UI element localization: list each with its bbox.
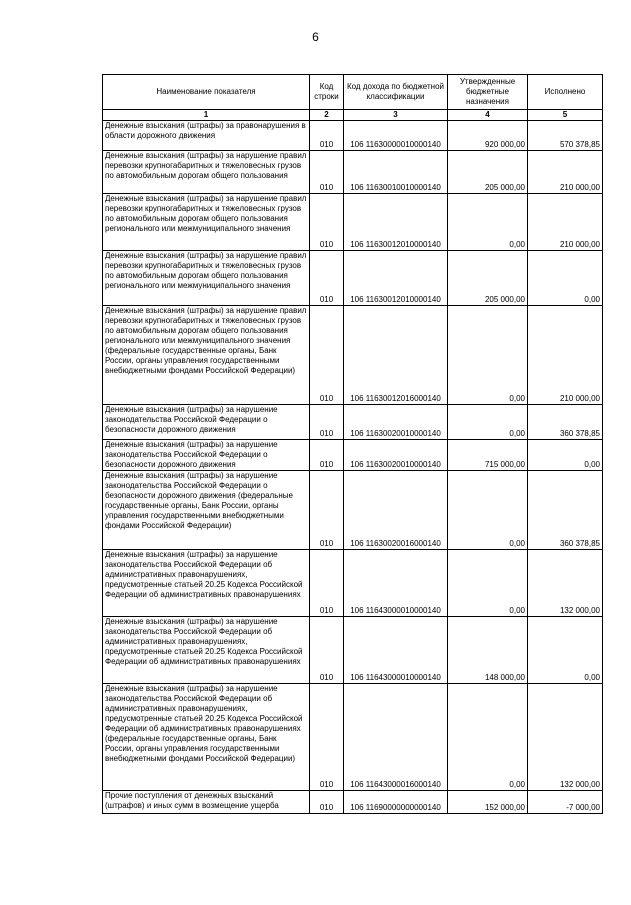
row-code: 010 xyxy=(310,405,344,440)
column-numbers-row xyxy=(103,110,603,121)
row-name: Денежные взыскания (штрафы) за нарушение законодательства Российской Федерации об административных правонарушениях, предусмотренные статьей 20.25 Кодекса Российской Федерации об административных правонарушениях xyxy=(103,550,310,617)
table-row xyxy=(103,194,603,251)
row-name: Денежные взыскания (штрафы) за нарушение законодательства Российской Федерации об административных правонарушениях, предусмотренные статьей 20.25 Кодекса Российской Федерации об административных правонарушениях (федеральные государственные органы, Банк России, органы управления государственными внебюджетными фондами Российской Федерации) xyxy=(103,684,310,791)
row-approved: 0,00 xyxy=(448,306,528,405)
table-row xyxy=(103,440,603,471)
table-row xyxy=(103,791,603,814)
row-approved: 205 000,00 xyxy=(448,251,528,306)
row-kbk: 106 11643000010000140 xyxy=(344,617,448,684)
row-name: Прочие поступления от денежных взысканий (штрафов) и иных сумм в возмещение ущерба xyxy=(103,791,310,814)
row-name: Денежные взыскания (штрафы) за нарушение законодательства Российской Федерации об административных правонарушениях, предусмотренные статьей 20.25 Кодекса Российской Федерации об административных правонарушениях xyxy=(103,617,310,684)
row-code: 010 xyxy=(310,617,344,684)
row-code: 010 xyxy=(310,151,344,194)
row-kbk: 106 11630012016000140 xyxy=(344,306,448,405)
table-row xyxy=(103,306,603,405)
row-approved: 715 000,00 xyxy=(448,440,528,471)
row-code: 010 xyxy=(310,471,344,550)
row-kbk: 106 11630000010000140 xyxy=(344,121,448,151)
row-executed: -7 000,00 xyxy=(528,791,603,814)
table-row xyxy=(103,121,603,151)
row-code: 010 xyxy=(310,251,344,306)
row-approved: 148 000,00 xyxy=(448,617,528,684)
table-row xyxy=(103,684,603,791)
header-approved: Утвержденные бюджетные назначения xyxy=(448,75,528,110)
header-executed: Исполнено xyxy=(528,75,603,110)
row-name: Денежные взыскания (штрафы) за нарушение правил перевозки крупногабаритных и тяжеловесных грузов по автомобильным дорогам общего пользования регионального или межмуниципального значения xyxy=(103,194,310,251)
row-approved: 0,00 xyxy=(448,194,528,251)
row-executed: 0,00 xyxy=(528,617,603,684)
row-code: 010 xyxy=(310,306,344,405)
row-approved: 205 000,00 xyxy=(448,151,528,194)
row-kbk: 106 11630020010000140 xyxy=(344,405,448,440)
header-code: Код строки xyxy=(310,75,344,110)
row-code: 010 xyxy=(310,440,344,471)
row-kbk: 106 11690000000000140 xyxy=(344,791,448,814)
row-code: 010 xyxy=(310,791,344,814)
table-header-row xyxy=(103,75,603,110)
row-name: Денежные взыскания (штрафы) за нарушение правил перевозки крупногабаритных и тяжеловесных грузов по автомобильным дорогам общего пользования регионального или межмуниципального значения xyxy=(103,251,310,306)
row-name: Денежные взыскания (штрафы) за нарушение правил перевозки крупногабаритных и тяжеловесных грузов по автомобильным дорогам общего пользования xyxy=(103,151,310,194)
row-code: 010 xyxy=(310,550,344,617)
table-row xyxy=(103,151,603,194)
row-kbk: 106 11643000010000140 xyxy=(344,550,448,617)
column-number: 4 xyxy=(448,110,528,121)
row-name: Денежные взыскания (штрафы) за нарушение законодательства Российской Федерации о безопасности дорожного движения xyxy=(103,440,310,471)
column-number: 5 xyxy=(528,110,603,121)
table-row xyxy=(103,550,603,617)
table-row xyxy=(103,471,603,550)
header-name: Наименование показателя xyxy=(103,75,310,110)
row-name: Денежные взыскания (штрафы) за нарушение правил перевозки крупногабаритных и тяжеловесных грузов по автомобильным дорогам общего пользования регионального или межмуниципального значения (федеральные государственные органы, Банк России, органы управления государственными внебюджетными фондами Российской Федерации) xyxy=(103,306,310,405)
row-kbk: 106 11630020010000140 xyxy=(344,440,448,471)
row-executed: 570 378,85 xyxy=(528,121,603,151)
row-approved: 0,00 xyxy=(448,550,528,617)
column-number: 2 xyxy=(310,110,344,121)
header-kbk: Код дохода по бюджетной классификации xyxy=(344,75,448,110)
row-executed: 0,00 xyxy=(528,251,603,306)
row-approved: 0,00 xyxy=(448,471,528,550)
row-kbk: 106 11630010010000140 xyxy=(344,151,448,194)
row-executed: 132 000,00 xyxy=(528,684,603,791)
row-executed: 132 000,00 xyxy=(528,550,603,617)
row-executed: 210 000,00 xyxy=(528,194,603,251)
row-kbk: 106 11630012010000140 xyxy=(344,251,448,306)
row-kbk: 106 11630012010000140 xyxy=(344,194,448,251)
table-row xyxy=(103,617,603,684)
row-approved: 0,00 xyxy=(448,684,528,791)
row-name: Денежные взыскания (штрафы) за нарушение законодательства Российской Федерации о безопасности дорожного движения (федеральные государственные органы, Банк России, органы управления государственными внебюджетными фондами Российской Федерации) xyxy=(103,471,310,550)
row-executed: 360 378,85 xyxy=(528,405,603,440)
table-row xyxy=(103,251,603,306)
page-number: 6 xyxy=(312,30,319,44)
row-executed: 210 000,00 xyxy=(528,306,603,405)
row-executed: 360 378,85 xyxy=(528,471,603,550)
row-name: Денежные взыскания (штрафы) за нарушение законодательства Российской Федерации о безопасности дорожного движения xyxy=(103,405,310,440)
row-name: Денежные взыскания (штрафы) за правонарушения в области дорожного движения xyxy=(103,121,310,151)
row-kbk: 106 11630020016000140 xyxy=(344,471,448,550)
table-row xyxy=(103,405,603,440)
row-code: 010 xyxy=(310,684,344,791)
row-approved: 0,00 xyxy=(448,405,528,440)
row-approved: 920 000,00 xyxy=(448,121,528,151)
row-kbk: 106 11643000016000140 xyxy=(344,684,448,791)
column-number: 1 xyxy=(103,110,310,121)
row-executed: 210 000,00 xyxy=(528,151,603,194)
row-approved: 152 000,00 xyxy=(448,791,528,814)
revenue-table xyxy=(102,74,603,814)
row-executed: 0,00 xyxy=(528,440,603,471)
column-number: 3 xyxy=(344,110,448,121)
row-code: 010 xyxy=(310,121,344,151)
row-code: 010 xyxy=(310,194,344,251)
